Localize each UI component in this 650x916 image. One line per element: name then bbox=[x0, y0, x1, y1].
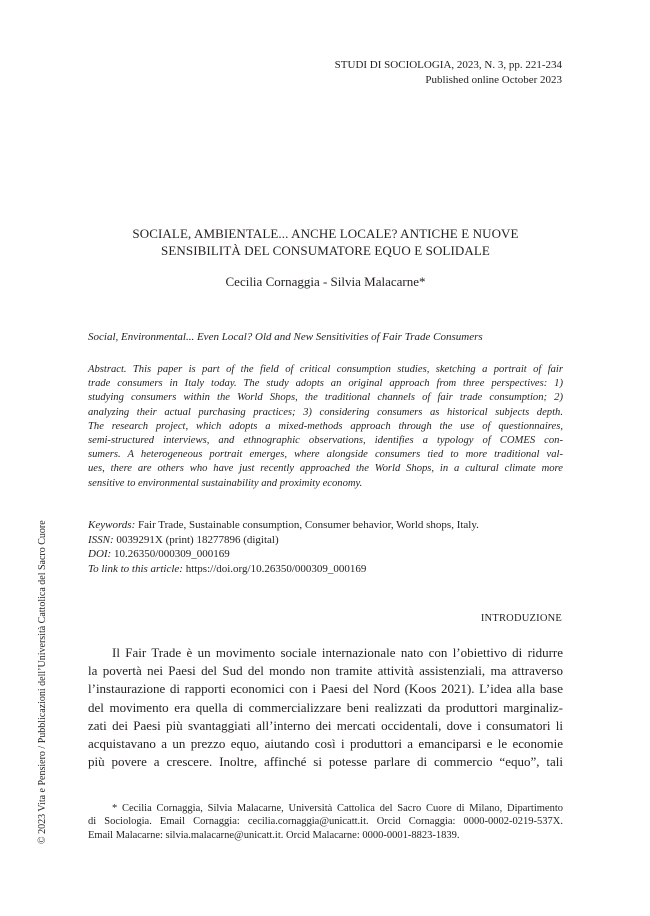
abstract-line: trade consumers in Italy today. The study adopts an original approach from three perspectives: 1) bbox=[88, 378, 563, 390]
abstract-line: studying consumers within the World Shops, the traditional channels of fair trade consumption; 2) bbox=[88, 392, 563, 404]
link-row bbox=[88, 562, 563, 577]
authors: Cecilia Cornaggia - Silvia Malacarne* bbox=[225, 274, 426, 289]
footnote bbox=[88, 802, 563, 842]
journal-citation: STUDI DI SOCIOLOGIA, 2023, N. 3, pp. 221-234 bbox=[334, 59, 562, 71]
section-heading: INTRODUZIONE bbox=[480, 613, 562, 624]
keywords-value: Fair Trade, Sustainable consumption, Consumer behavior, World shops, Italy. bbox=[138, 519, 479, 531]
body-line: zati dei Paesi più svantaggiati all’interno dei mercati occidentali, dove i consumatori li bbox=[88, 717, 563, 733]
body-line: acquistavano a un prezzo equo, aiutando così i produttori a emanciparsi e le economie bbox=[88, 736, 563, 752]
footnote-line: Email Malacarne: silvia.malacarne@unicatt.it. Orcid Malacarne: 0000-0001-8823-1839. bbox=[88, 829, 460, 841]
abstract-line: analyzing their actual purchasing practices; 3) considering consumers as historical subjects depth. bbox=[88, 406, 563, 418]
issn-row bbox=[88, 533, 563, 548]
body-line: la povertà nei Paesi del Sud del mondo non tramite attività assistenziali, ma attraverso bbox=[88, 663, 563, 679]
article-title-line: SENSIBILITÀ DEL CONSUMATORE EQUO E SOLIDALE bbox=[161, 243, 490, 258]
body-line: del movimento era quella di commercializzare beni realizzati da produttori marginaliz- bbox=[88, 699, 563, 715]
footnote-line: * Cecilia Cornaggia, Silvia Malacarne, Università Cattolica del Sacro Cuore di Milano, Dipartimento bbox=[112, 803, 563, 814]
abstract bbox=[88, 363, 563, 491]
body-line: l’instaurazione di rapporti economici con i Paesi del Nord (Koos 2021). L’idea alla base bbox=[88, 681, 563, 697]
keywords-row bbox=[88, 518, 563, 533]
abstract-line: ues, there are others who have just recently approached the World Shops, in a cultural climate more bbox=[88, 463, 563, 475]
footnote-line: di Sociologia. Email Cornaggia: cecilia.cornaggia@unicatt.it. Orcid Cornaggia: 0000-0002-0219-537X. bbox=[88, 816, 563, 828]
abstract-line: sumers. A heterogeneous portrait emerges, where alongside consumers tied to more traditional val- bbox=[88, 449, 563, 461]
article-title-line: SOCIALE, AMBIENTALE... ANCHE LOCALE? ANTICHE E NUOVE bbox=[132, 226, 519, 241]
abstract-line: Abstract. This paper is part of the field of critical consumption studies, sketching a portrait of fair bbox=[88, 364, 563, 375]
abstract-line: sensitive to environmental sustainability and proximity economy. bbox=[88, 477, 363, 489]
body-line: più povere a crescere. Inoltre, affinché si potesse parlare di commercio “equo”, tali bbox=[88, 754, 563, 770]
abstract-line: The research project, which adopts a mixed-methods approach through the use of questionnaires, bbox=[88, 420, 563, 432]
article-title bbox=[88, 225, 563, 259]
body-line: Il Fair Trade è un movimento sociale internazionale nato con l’obiettivo di ridurre bbox=[112, 645, 563, 660]
issn-label: ISSN: bbox=[88, 533, 114, 546]
journal-header bbox=[335, 58, 562, 88]
article-metadata bbox=[88, 518, 563, 576]
article-link[interactable]: https://doi.org/10.26350/000309_000169 bbox=[185, 562, 367, 575]
english-title: Social, Environmental... Even Local? Old and New Sensitivities of Fair Trade Consumers bbox=[88, 331, 483, 343]
keywords-label: Keywords: bbox=[88, 519, 136, 531]
doi-row bbox=[88, 547, 563, 562]
issn-value: 0039291X (print) 18277896 (digital) bbox=[116, 533, 279, 546]
doi-label: DOI: bbox=[88, 548, 112, 560]
publication-date: Published online October 2023 bbox=[425, 74, 562, 86]
body-paragraph bbox=[88, 644, 563, 771]
abstract-line: semi-structured interviews, and ethnographic observations, identifies a typology of COMES con- bbox=[88, 435, 563, 447]
doi-value: 10.26350/000309_000169 bbox=[113, 548, 230, 560]
copyright-text: © 2023 Vita e Pensiero / Pubblicazioni dell’Università Cattolica del Sacro Cuore bbox=[37, 520, 48, 844]
link-label: To link to this article: bbox=[88, 562, 183, 575]
